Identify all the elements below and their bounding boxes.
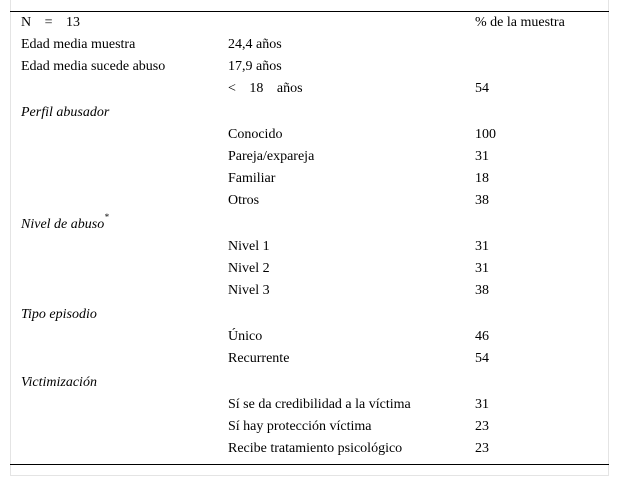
item-percent: 23 [475,441,489,456]
table-header-row [0,12,620,34]
table-bottom-rule [10,464,609,465]
table-row [0,416,620,438]
row-percent: 54 [475,81,489,96]
table-row [0,438,620,460]
item-label: Pareja/expareja [228,149,315,164]
item-percent: 54 [475,351,489,366]
item-percent: 31 [475,239,489,254]
item-label: Nivel 3 [228,283,270,298]
table-row [0,78,620,100]
section-header-tipo-episodio [0,304,620,326]
section-title: Victimización [21,375,97,390]
table-row [0,326,620,348]
item-label: Conocido [228,127,283,142]
section-title: Nivel de abuso [21,217,105,232]
item-label: Nivel 2 [228,261,270,276]
item-label: Único [228,329,263,344]
table-row [0,394,620,416]
percent-column-header: % de la muestra [475,15,565,30]
item-percent: 31 [475,149,489,164]
item-label: Recibe tratamiento psicológico [228,441,403,456]
row-value: < 18 años [228,81,303,96]
section-title: Perfil abusador [21,105,110,120]
item-label: Sí hay protección víctima [228,419,372,434]
table-row [0,124,620,146]
table-row [0,34,620,56]
item-label: Nivel 1 [228,239,270,254]
table-row [0,56,620,78]
table-row [0,280,620,302]
table-row [0,168,620,190]
item-percent: 46 [475,329,489,344]
section-title: Tipo episodio [21,307,97,322]
table-row [0,146,620,168]
item-percent: 31 [475,397,489,412]
table-row [0,190,620,212]
table-row [0,258,620,280]
item-label: Recurrente [228,351,290,366]
sample-size-label: N = 13 [21,15,81,30]
item-percent: 38 [475,283,489,298]
item-label: Otros [228,193,260,208]
item-label: Familiar [228,171,276,186]
section-header-victimizacion [0,372,620,394]
item-percent: 18 [475,171,489,186]
section-header-nivel-abuso [0,214,620,236]
row-label: Edad media sucede abuso [21,59,166,74]
row-value: 17,9 años [228,59,282,74]
item-percent: 31 [475,261,489,276]
item-percent: 38 [475,193,489,208]
row-label: Edad media muestra [21,37,136,52]
footnote-mark: * [104,212,109,223]
item-percent: 23 [475,419,489,434]
table-row [0,348,620,370]
table-row [0,236,620,258]
item-label: Sí se da credibilidad a la víctima [228,397,411,412]
row-value: 24,4 años [228,37,282,52]
section-header-perfil-abusador [0,102,620,124]
section-title-wrapper [21,214,109,236]
item-percent: 100 [475,127,496,142]
